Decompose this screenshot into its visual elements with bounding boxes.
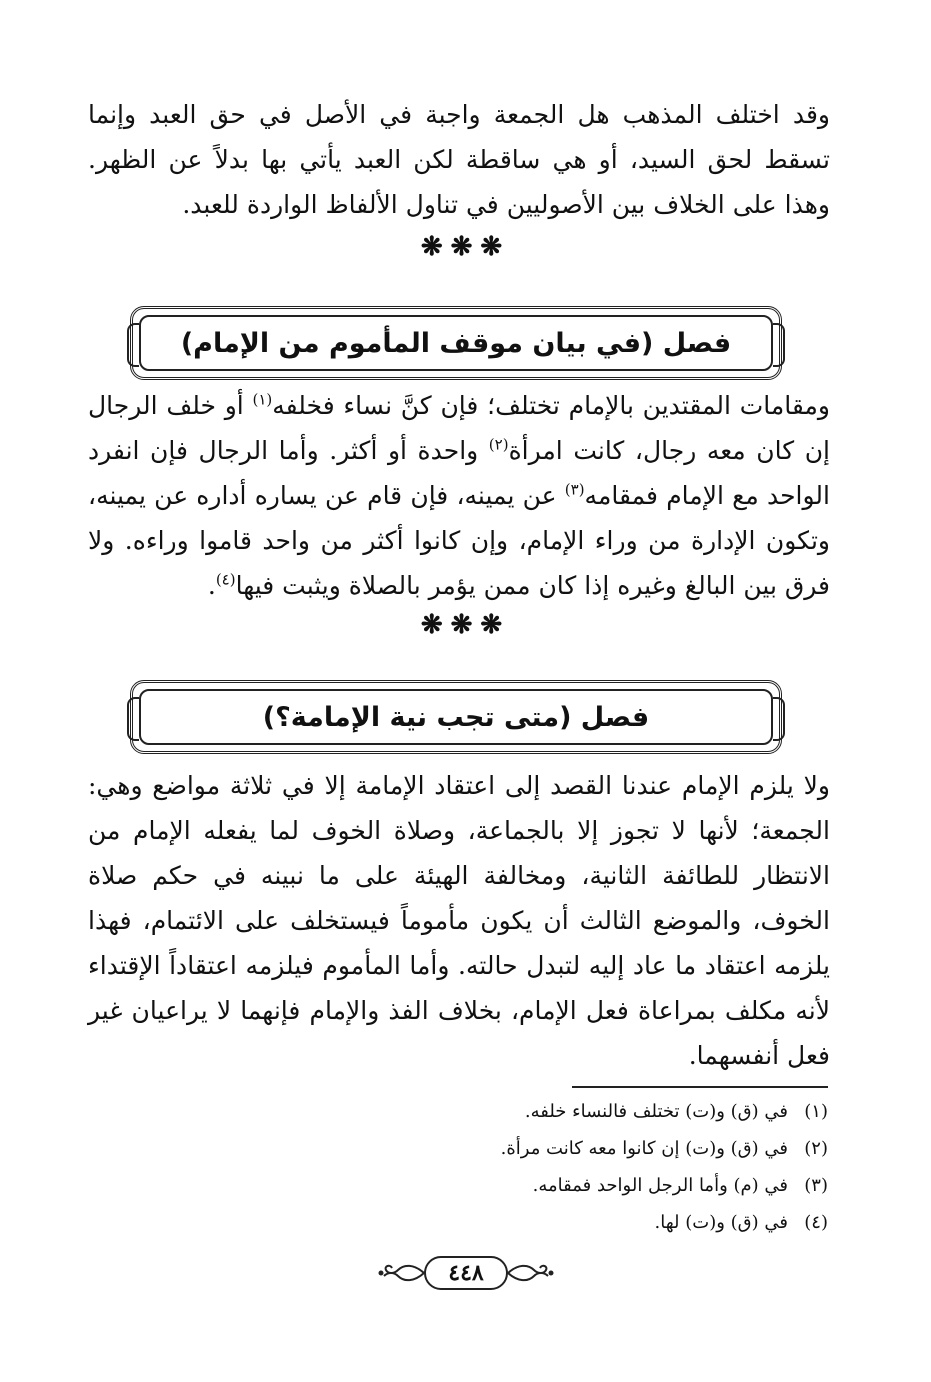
text-run: عن يمينه، فإن قام عن يساره أداره عن يمينه، وتكون الإدارة من وراء الإمام، وإن كانوا أكثر من واحد قاموا وراءه. ولا فرق بين البالغ وغيره إذا كان ممن يؤمر بالصلاة ويثبت فيها [88,481,830,600]
section-heading: فصل (في بيان موقف المأموم من الإمام) [180,327,732,359]
footnote-number: (٤) [804,1212,828,1233]
page-number: ٤٤٨ [424,1256,508,1290]
footnote-text: في (ق) و(ت) تختلف فالنساء خلفه. [524,1101,788,1122]
footnote-reference[interactable]: (٣) [564,480,585,499]
footnote-number: (٣) [804,1175,828,1196]
section-separator-stars: ❋❋❋ [420,232,511,262]
section-heading-frame [130,680,782,754]
footnote-text: في (ق) و(ت) إن كانوا معه كانت مرأة. [500,1138,788,1159]
footnote-text: في (ق) و(ت) لها. [654,1212,788,1233]
footnote-reference[interactable]: (٤) [215,570,236,589]
footnote-text: في (م) وأما الرجل الواحد فمقامه. [532,1175,788,1196]
footnote-item [228,1167,828,1204]
section-heading: فصل (متى تجب نية الإمامة؟) [262,701,650,733]
section-heading-frame [130,306,782,380]
paragraph-friday-prayer-slave: وقد اختلف المذهب هل الجمعة واجبة في الأصل في حق العبد وإنما تسقط لحق السيد، أو هي ساقطة لكن العبد يأتي بها بدلاً عن الظهر. وهذا على الخلاف بين الأصوليين في تناول الألفاظ الواردة للعبد. [88,100,830,219]
footnote-reference[interactable]: (١) [252,390,273,409]
page-number-ornament [378,1254,554,1294]
footnote-number: (١) [804,1101,828,1122]
footnote-item [228,1204,828,1241]
footnote-number: (٢) [804,1138,828,1159]
text-run: واحدة أو أكثر. وأما الرجال فإن انفرد الواحد مع الإمام فمقامه [88,436,830,510]
footnote-item [228,1130,828,1167]
footnote-item [228,1093,828,1130]
section-separator-stars: ❋❋❋ [420,610,511,640]
footnote-divider [572,1086,828,1088]
footnote-reference[interactable]: (٢) [488,435,509,454]
text-run: ومقامات المقتدين بالإمام تختلف؛ فإن كنَّ نساء فخلفه [272,391,830,420]
paragraph-follower-positions [88,383,830,608]
text-run: . [207,571,216,600]
scroll-ornament-left-icon [378,1260,426,1286]
footnotes-list [228,1093,828,1241]
text-run: أو خلف الرجال إن كان معه رجال، كانت امرأة [88,391,830,465]
paragraph-imamate-intention: ولا يلزم الإمام عندنا القصد إلى اعتقاد الإمامة إلا في ثلاثة مواضع وهي: الجمعة؛ لأنها لا تجوز إلا بالجماعة، وصلاة الخوف لما يفعله الإمام من الانتظار للطائفة الثانية، ومخالفة الهيئة على ما نبينه في حكم صلاة الخوف، والموضع الثالث أن يكون مأموماً فيستخلف على الائتمام، فهذا يلزمه اعتقاد ما عاد إليه لتبدل حالته. وأما المأموم فيلزمه اعتقاداً الإقتداء لأنه مكلف بمراعاة فعل الإمام، بخلاف الفذ والإمام فإنهما لا يراعيان غير فعل أنفسهما. [88,771,830,1070]
scroll-ornament-right-icon [506,1260,554,1286]
